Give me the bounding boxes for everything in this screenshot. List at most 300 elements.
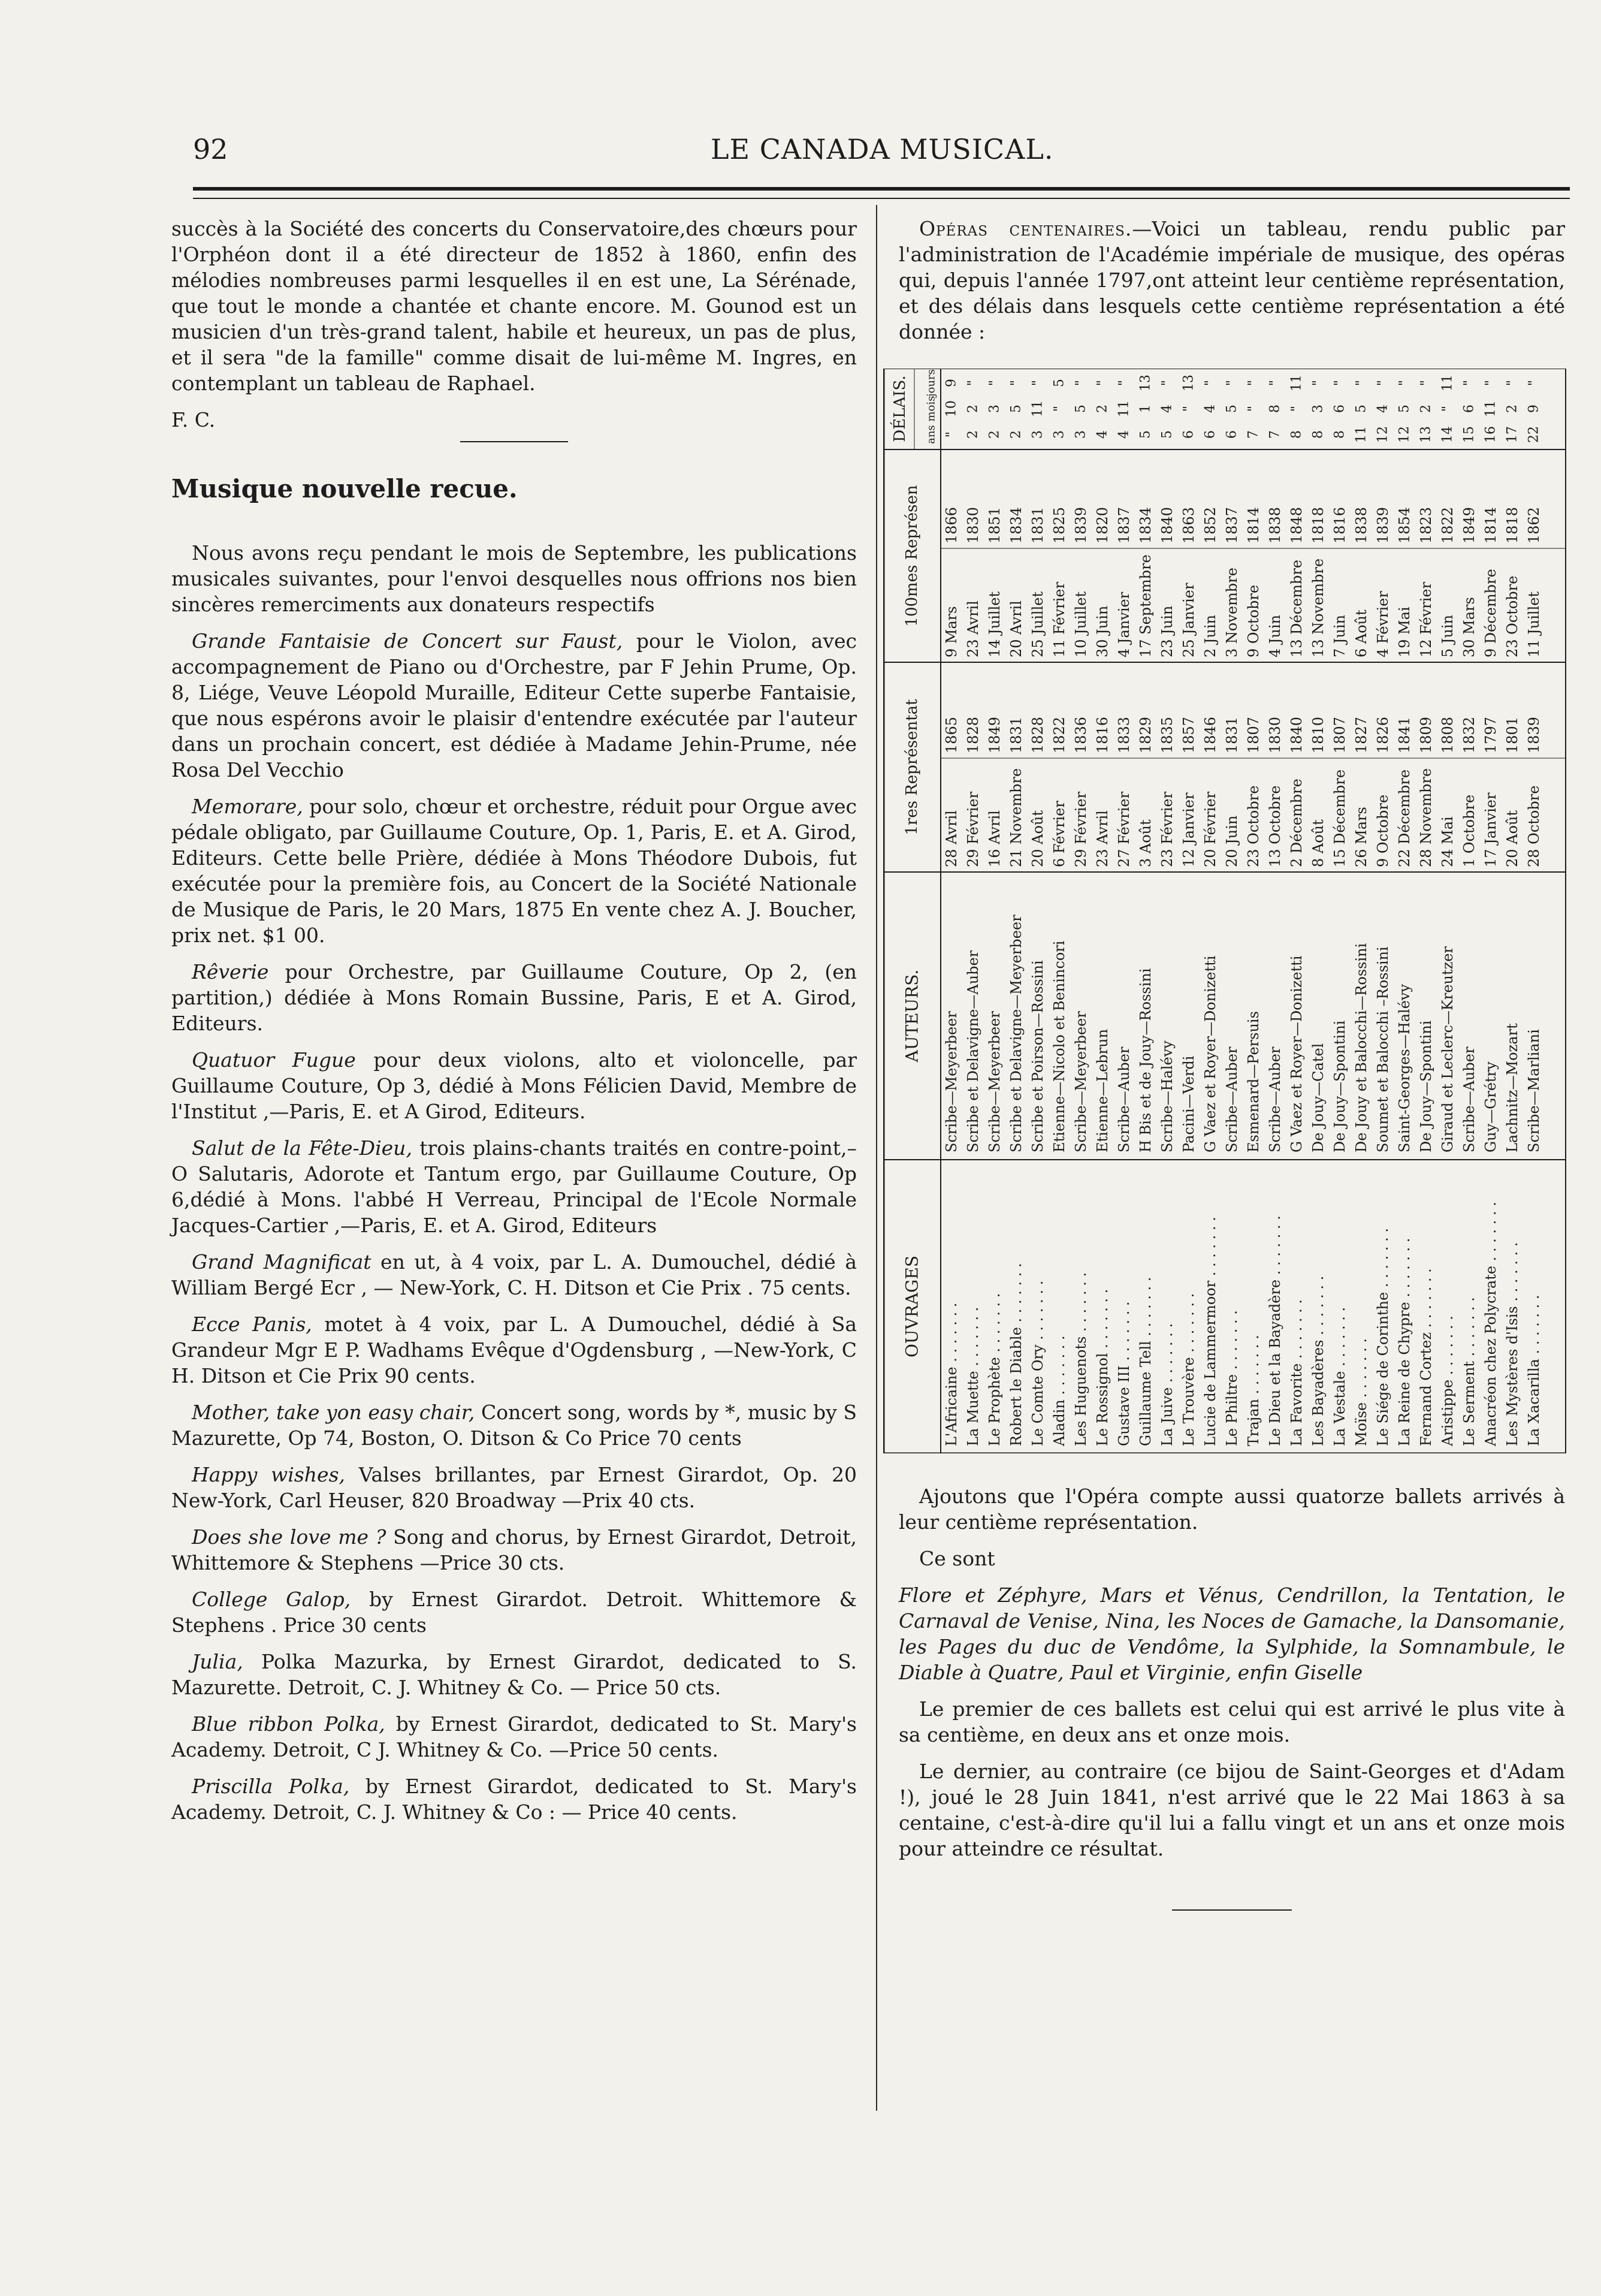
row-premiere: 15 Décembre [1331,769,1348,867]
row-jours: " [1461,379,1477,387]
row-premiere: 12 Janvier [1180,792,1197,867]
row-centieme: 9 Mars [943,606,960,657]
row-jours: " [965,379,981,387]
row-premiere-year: 1846 [1202,716,1219,753]
publication-title: College Galop, [192,1588,351,1611]
row-centieme-year: 1838 [1267,506,1283,544]
row-auteur: De Jouy—Catel [1310,1043,1327,1152]
row-premiere: 23 Avril [1094,810,1111,867]
row-premiere: 8 Août [1310,819,1327,867]
row-mois: 4 [1203,405,1218,413]
row-premiere-year: 1809 [1418,716,1434,753]
publication-entry [171,1249,857,1301]
row-ans: 22 [1526,426,1542,443]
row-premiere: 3 Août [1137,819,1154,867]
row-premiere-year: 1841 [1396,716,1413,753]
row-premiere-year: 1849 [986,716,1003,753]
row-ouvrage: Les Mystères d'Isis . . . . . . . [1504,1242,1521,1446]
publication-title: Memorare, [192,795,303,818]
publication-title: Grand Magnificat [192,1250,371,1274]
row-premiere-year: 1810 [1310,716,1327,753]
row-auteur: De Jouy et Balocchi—Rossini [1353,943,1370,1152]
publication-details: pour deux violons, alto et violoncelle, par Guillaume Couture, Op 3, dédié à Mons Félicien David, Membre de l'Institut ,—Paris, E. et A Girod, Editeurs. [171,1048,857,1123]
row-mois: 4 [1375,405,1391,413]
publication-title: Ecce Panis, [192,1313,312,1336]
row-centieme: 25 Janvier [1180,583,1197,657]
row-premiere-year: 1831 [1224,716,1240,753]
row-centieme-year: 1862 [1526,506,1542,544]
row-auteur: Etienne—Nicolo et Benincori [1051,940,1068,1152]
row-centieme-year: 1851 [986,506,1003,544]
row-auteur: Scribe—Auber [1267,1046,1283,1152]
row-jours: " [987,379,1002,387]
header-mois: mois [925,396,938,422]
row-premiere: 21 Novembre [1008,768,1025,867]
row-auteur: Soumet et Balocchi –Rossini [1375,946,1391,1152]
row-mois: 3 [987,405,1002,413]
header-premieres: 1res Représentat [903,699,921,835]
row-jours: " [1073,379,1089,387]
row-ans: 3 [1073,430,1089,439]
publication-details: en ut, à 4 voix, par L. A. Dumouchel, dédié à William Bergé Ecr , — New-York, C. H. Ditson et Cie Prix . 75 cents. [171,1250,857,1299]
row-ans: 7 [1246,430,1261,439]
row-centieme: 13 Décembre [1288,559,1305,657]
operas-table-graphic [883,369,1566,1453]
row-auteur: De Jouy—Spontini [1331,1020,1348,1152]
publications-intro: Nous avons reçu pendant le mois de Septembre, les publications musicales suivantes, pour l'envoi desquelles nous offrions nos bien sincères remerciments aux donateurs respectifs [171,541,857,616]
row-centieme: 7 Juin [1331,614,1348,657]
row-centieme: 6 Août [1353,610,1370,657]
row-centieme-year: 1831 [1029,506,1046,544]
row-centieme-year: 1830 [965,506,981,544]
row-auteur: Scribe—Meyerbeer [943,1011,960,1152]
journal-title: LE CANADA MUSICAL. [711,133,1054,165]
ballet-list: Flore et Zéphyre, Mars et Vénus, Cendrillon, la Tentation, le Carnaval de Venise, Nina, les Noces de Gamache, la Dansomanie, les Pages du duc de Vendôme, la Sylphide, la Somnambule, le Diable à Quatre, Paul et Virginie, enfin Giselle [899,1583,1565,1684]
first-ballet-paragraph: Le premier de ces ballets est celui qui est arrivé le plus vite à sa centième, en deux ans et onze mois. [899,1697,1565,1746]
row-mois: 11 [1483,400,1499,417]
row-ans: 2 [1008,430,1024,439]
publication-entry [171,1311,857,1389]
row-auteur: Esmenard—Persuis [1245,1011,1262,1152]
row-centieme-year: 1822 [1439,506,1456,544]
row-jours: 13 [1138,375,1153,391]
row-premiere: 23 Octobre [1245,785,1262,867]
row-premiere: 29 Février [965,791,981,867]
row-ans: 5 [1138,430,1153,439]
row-jours: " [1397,379,1412,387]
row-ouvrage: Le Prophète . . . . . . . [986,1293,1003,1446]
row-jours: " [1116,379,1132,387]
row-centieme-year: 1848 [1288,506,1305,544]
row-ans: 7 [1267,430,1283,439]
row-jours: 9 [944,379,959,387]
row-centieme-year: 1816 [1331,506,1348,544]
row-ouvrage: La Vestale . . . . . . . [1331,1307,1348,1446]
publication-entry [171,1649,857,1700]
row-auteur: G Vaez et Royer—Donizetti [1202,955,1219,1152]
section-title: Musique nouvelle recue. [171,474,518,503]
row-centieme: 23 Octobre [1504,575,1521,657]
row-ouvrage: L'Africaine . . . . . . . [943,1302,960,1446]
row-ans: 8 [1310,430,1326,439]
publication-list [171,628,857,1825]
row-centieme: 23 Avril [965,601,981,657]
row-jours: 11 [1289,375,1304,391]
row-ouvrage: Guillaume Tell . . . . . . . [1137,1277,1154,1446]
row-centieme: 4 Juin [1267,614,1283,657]
row-auteur: Scribe—Auber [1224,1046,1240,1152]
row-centieme: 30 Mars [1461,597,1478,657]
row-centieme: 3 Novembre [1224,568,1240,657]
row-mois: 8 [1267,405,1283,413]
row-ouvrage: Anacréon chez Polycrate . . . . . . . [1482,1202,1499,1446]
row-premiere-year: 1822 [1051,716,1068,753]
row-ans: 3 [1030,430,1046,439]
row-jours: " [1159,379,1175,387]
row-premiere-year: 1839 [1526,716,1542,753]
row-jours: " [1224,379,1240,387]
row-premiere: 2 Décembre [1288,779,1305,867]
row-ouvrage: Les Bayadères . . . . . . . [1310,1275,1327,1446]
row-centieme: 20 Avril [1008,601,1025,657]
publication-details: Song and chorus, by Ernest Girardot, Detroit, Whittemore & Stephens —Price 30 cts. [171,1525,857,1574]
end-divider [1172,1909,1292,1911]
row-ouvrage: Le Rossignol . . . . . . . [1094,1289,1111,1446]
row-mois: 9 [1526,405,1542,413]
row-mois: 11 [1030,400,1046,417]
row-premiere-year: 1831 [1008,716,1025,753]
row-jours: 13 [1181,375,1197,391]
row-ans: 13 [1418,426,1434,443]
publication-title: Salut de la Fête-Dieu, [192,1136,412,1160]
row-auteur: Lachnitz—Mozart [1504,1023,1521,1152]
row-auteur: Guy—Grétry [1482,1061,1499,1152]
row-ouvrage: Le Philtre . . . . . . . [1224,1310,1240,1446]
row-mois: 2 [1095,405,1110,413]
header-centiemes: 100mes Représen [903,485,921,627]
row-ouvrage: Le Dieu et la Bayadère . . . . . . . [1267,1215,1283,1446]
row-auteur: Scribe—Halévy [1159,1040,1176,1152]
row-mois: 5 [1224,405,1240,413]
row-centieme: 4 Février [1375,591,1391,657]
row-premiere-year: 1826 [1375,716,1391,753]
ballets-intro: Ajoutons que l'Opéra compte aussi quatorze ballets arrivés à leur centième représentation. [899,1485,1565,1534]
row-centieme-year: 1863 [1180,506,1197,544]
row-ouvrage: Gustave III . . . . . . . [1116,1301,1132,1446]
row-centieme: 12 Février [1418,581,1434,657]
row-centieme-year: 1837 [1224,506,1240,544]
row-centieme: 5 Juin [1439,614,1456,657]
row-ans: 14 [1440,426,1455,443]
row-ans: 11 [1354,426,1369,443]
row-ouvrage: La Reine de Chypre . . . . . . . [1396,1238,1413,1446]
row-mois: 5 [1354,405,1369,413]
right-column [891,216,1565,1911]
row-auteur: Giraud et Leclerc—Kreutzer [1439,946,1456,1152]
row-centieme: 17 Septembre [1137,554,1154,657]
row-premiere-year: 1830 [1267,716,1283,753]
row-mois: 4 [1159,405,1175,413]
row-ouvrage: La Muette . . . . . . . [965,1307,981,1446]
row-auteur: Scribe—Marliani [1526,1029,1542,1152]
row-centieme: 23 Juin [1159,605,1176,657]
row-jours: " [1505,379,1520,387]
publication-title: Rêverie [192,960,269,983]
row-ouvrage: Robert le Diable . . . . . . . [1008,1263,1025,1446]
row-centieme-year: 1818 [1310,506,1327,544]
row-ouvrage: Le Siége de Corinthe . . . . . . . [1375,1227,1391,1446]
publication-title: Grande Fantaisie de Concert sur Faust, [192,629,623,653]
row-mois: 2 [1505,405,1520,413]
row-ouvrage: Lucie de Lammermoor . . . . . . . [1202,1217,1219,1446]
row-premiere: 13 Octobre [1267,785,1283,867]
row-ans: 3 [1052,430,1067,439]
header-ans: ans [925,425,938,444]
row-jours: 5 [1052,379,1067,387]
publication-title: Priscilla Polka, [192,1775,350,1798]
signature: F. C. [171,408,216,432]
row-premiere: 20 Août [1029,810,1046,867]
row-auteur: Etienne—Lebrun [1094,1028,1111,1152]
row-jours: " [1203,379,1218,387]
row-auteur: Pacini—Verdi [1180,1055,1197,1152]
row-mois: " [1440,405,1455,412]
row-mois: 3 [1310,405,1326,413]
publication-details: pour Orchestre, par Guillaume Couture, Op 2, (en partition,) dédiée à Mons Romain Bussine, Paris, E et A. Girod, Editeurs. [171,960,857,1035]
row-premiere-year: 1832 [1461,716,1478,753]
row-ans: 6 [1203,430,1218,439]
row-premiere: 20 Août [1504,810,1521,867]
publication-entry [171,1586,857,1638]
publication-entry [171,1711,857,1763]
row-auteur: Saint-Georges—Halévy [1396,983,1413,1152]
row-jours: " [1310,379,1326,387]
row-centieme: 10 Juillet [1073,591,1089,657]
row-ouvrage: Moïse . . . . . . . [1353,1338,1370,1446]
row-mois: 5 [1397,405,1412,413]
row-premiere: 23 Février [1159,791,1176,867]
row-premiere-year: 1833 [1116,716,1132,753]
publication-details: Concert song, words by *, music by S Mazurette, Op 74, Boston, O. Ditson & Co Price 70 cents [171,1401,857,1450]
row-jours: " [1332,379,1348,387]
row-auteur: De Jouy—Spontini [1418,1020,1434,1152]
row-auteur: Scribe—Auber [1461,1046,1478,1152]
row-ans: 8 [1332,430,1348,439]
row-centieme-year: 1814 [1482,506,1499,544]
row-centieme-year: 1852 [1202,506,1219,544]
publication-entry [171,628,857,783]
row-mois: " [1246,405,1261,412]
row-premiere-year: 1857 [1180,716,1197,753]
publication-details: by Ernest Girardot, dedicated to St. Mary's Academy. Detroit, C. J. Whitney & Co : — Price 40 cents. [171,1775,857,1824]
operas-intro: —Voici un tableau, rendu public par l'administration de l'Académie impériale de musique, des opéras qui, depuis l'année 1797,ont atteint leur centième représentation, et des délais dans lesquels cette centième représentation a été donnée : [899,217,1565,343]
row-ans: 4 [1095,430,1110,439]
row-premiere: 24 Mai [1439,816,1456,867]
row-ans: 6 [1224,430,1240,439]
row-centieme-year: 1838 [1353,506,1370,544]
publication-title: Quatuor Fugue [192,1048,356,1072]
row-centieme-year: 1834 [1008,506,1025,544]
row-auteur: Scribe et Delavigne—Auber [965,950,981,1152]
row-premiere: 28 Novembre [1418,768,1434,867]
row-premiere-year: 1807 [1245,716,1262,753]
row-centieme: 9 Décembre [1482,569,1499,657]
publication-details: by Ernest Girardot. Detroit. Whittemore & Stephens . Price 30 cents [171,1588,857,1637]
row-premiere-year: 1828 [1029,716,1046,753]
row-premiere: 6 Février [1051,801,1068,867]
operas-table [883,369,1566,1453]
row-centieme-year: 1840 [1159,506,1176,544]
row-centieme-year: 1820 [1094,506,1111,544]
row-centieme: 14 Juillet [986,591,1003,657]
row-jours: " [1526,379,1542,387]
row-jours: " [1483,379,1499,387]
row-ans: " [944,431,959,438]
row-ouvrage: La Xacarilla . . . . . . . [1526,1295,1542,1446]
row-mois: 10 [944,400,959,417]
publication-title: Happy wishes, [192,1463,345,1486]
header-delais: DÉLAIS. [891,375,909,442]
publication-entry [171,1047,857,1124]
row-centieme: 11 Février [1051,581,1068,657]
row-ans: 12 [1375,426,1391,443]
row-centieme: 4 Janvier [1116,592,1132,657]
row-centieme-year: 1814 [1245,506,1262,544]
row-jours: " [1095,379,1110,387]
row-mois: " [1052,405,1067,412]
row-centieme-year: 1839 [1375,506,1391,544]
row-jours: " [1008,379,1024,387]
last-ballet-paragraph: Le dernier, au contraire (ce bijou de Saint-Georges et d'Adam !), joué le 28 Juin 1841, n'est arrivé que le 22 Mai 1863 à sa centaine, c'est-à-dire qu'il lui a fallu vingt et un ans et onze mois pour atteindre ce résultat. [899,1760,1565,1860]
publication-title: Does she love me ? [192,1525,386,1549]
publication-title: Blue ribbon Polka, [192,1712,385,1736]
row-ouvrage: La Juive . . . . . . . [1159,1323,1176,1446]
row-centieme-year: 1834 [1137,506,1154,544]
row-mois: 6 [1332,405,1348,413]
row-premiere: 20 Juin [1224,815,1240,867]
row-premiere: 28 Octobre [1526,785,1542,867]
row-ouvrage: Le Comte Ory . . . . . . . [1029,1280,1046,1446]
row-premiere: 28 Avril [943,810,960,867]
divider [460,441,568,442]
row-ouvrage: Les Huguenots . . . . . . . [1073,1272,1089,1446]
publication-entry [171,794,857,948]
row-jours: " [1267,379,1283,387]
publication-details: pour le Violon, avec accompagnement de Piano ou d'Orchestre, par F Jehin Prume, Op. 8, Liége, Veuve Léopold Muraille, Editeur Cette superbe Fantaisie, que nous espérons avoir le plaisir d'entendre exécutée par l'auteur dans un prochain concert, est dédiée à Madame Jehin-Prume, née Rosa Del Vecchio [171,629,857,782]
operas-intro-paragraph [899,216,1565,345]
row-premiere-year: 1797 [1482,716,1499,753]
row-premiere-year: 1816 [1094,716,1111,753]
row-centieme-year: 1866 [943,506,960,544]
row-centieme: 30 Juin [1094,605,1111,657]
row-centieme: 19 Mai [1396,607,1413,657]
publication-details: motet à 4 voix, par L. A Dumouchel, dédié à Sa Grandeur Mgr E P. Wadhams Evêque d'Ogdensburg , —New-York, C H. Ditson et Cie Prix 90 cents. [171,1313,857,1387]
row-jours: " [1030,379,1046,387]
row-mois: 6 [1461,405,1477,413]
row-premiere-year: 1840 [1288,716,1305,753]
row-ouvrage: Le Serment . . . . . . . [1461,1297,1478,1446]
row-centieme-year: 1854 [1396,506,1413,544]
row-ouvrage: Trajan . . . . . . . [1245,1335,1262,1446]
row-mois: 1 [1138,405,1153,413]
row-mois: " [1181,405,1197,412]
row-premiere-year: 1865 [943,716,960,753]
row-auteur: H Bis et de Jouy—Rossini [1137,968,1154,1152]
row-ouvrage: Le Trouvère . . . . . . . [1180,1293,1197,1446]
row-mois: 11 [1116,400,1132,417]
row-centieme-year: 1849 [1461,506,1478,544]
publication-details: trois plains-chants traités en contre-point,– O Salutaris, Adorote et Tantum ergo, par Guillaume Couture, Op 6,dédié à Mons. l'abbé H Verreau, Principal de l'Ecole Normale Jacques-Cartier ,—Paris, E. et A. Girod, Editeurs [171,1136,857,1237]
row-ans: 17 [1505,426,1520,443]
row-centieme-year: 1837 [1116,506,1132,544]
row-centieme-year: 1839 [1073,506,1089,544]
row-premiere-year: 1835 [1159,716,1176,753]
publication-entry [171,1524,857,1576]
row-premiere: 16 Avril [986,810,1003,867]
row-premiere: 29 Février [1073,791,1089,867]
row-jours: " [1418,379,1434,387]
row-auteur: Scribe—Meyerbeer [986,1011,1003,1152]
row-premiere: 1 Octobre [1461,794,1478,867]
column-separator [876,205,877,2111]
row-premiere-year: 1828 [965,716,981,753]
row-centieme: 13 Novembre [1310,558,1327,657]
row-centieme: 9 Octobre [1245,584,1262,657]
row-premiere: 17 Janvier [1482,792,1499,867]
row-centieme-year: 1823 [1418,506,1434,544]
row-ouvrage: Aristippe . . . . . . . [1439,1316,1456,1446]
row-premiere: 26 Mars [1353,807,1370,867]
publication-entry [171,1773,857,1825]
row-jours: " [1354,379,1369,387]
publication-entry [171,1399,857,1451]
publication-details: Valses brillantes, par Ernest Girardot, Op. 20 New-York, Carl Heuser, 820 Broadway —Prix 40 cts. [171,1463,857,1512]
row-premiere-year: 1827 [1353,716,1370,753]
page-number: 92 [193,133,228,165]
operas-label: Opéras centenaires. [919,217,1132,240]
header-ouvrages: OUVRAGES [902,1255,922,1358]
left-column [171,216,857,1836]
row-ouvrage: Fernand Cortez . . . . . . . [1418,1268,1434,1446]
row-ouvrage: Aladin . . . . . . . [1051,1335,1068,1446]
row-centieme: 2 Juin [1202,614,1219,657]
row-ans: 2 [965,430,981,439]
publication-entry [171,1135,857,1238]
row-auteur: Scribe—Meyerbeer [1073,1011,1089,1152]
row-premiere: 9 Octobre [1375,794,1391,867]
row-premiere-year: 1836 [1073,716,1089,753]
row-premiere-year: 1808 [1439,716,1456,753]
row-ans: 12 [1397,426,1412,443]
row-premiere-year: 1829 [1137,716,1154,753]
row-ans: 16 [1483,426,1499,443]
row-centieme-year: 1818 [1504,506,1521,544]
row-mois: 5 [1008,405,1024,413]
publication-details: pour solo, chœur et orchestre, réduit pour Orgue avec pédale obligato, par Guillaume Couture, Op. 1, Paris, E. et A. Girod, Editeurs. Cette belle Prière, dédiée à Mons Théodore Dubois, fut exécutée pour la première fois, au Concert de la Société Nationale de Musique de Paris, le 20 Mars, 1875 En vente chez A. J. Boucher, prix net. $1 00. [171,795,857,947]
row-jours: " [1375,379,1391,387]
row-centieme-year: 1825 [1051,506,1068,544]
row-auteur: Scribe et Delavigne—Meyerbeer [1008,915,1025,1152]
row-mois: 2 [965,405,981,413]
row-auteur: G Vaez et Royer—Donizetti [1288,955,1305,1152]
publication-entry [171,1462,857,1513]
row-ans: 6 [1181,430,1197,439]
publication-details: Polka Mazurka, by Ernest Girardot, dedicated to S. Mazurette. Detroit, C. J. Whitney & Co. — Price 50 cts. [171,1650,857,1699]
row-auteur: Scribe et Poirson—Rossini [1029,960,1046,1152]
ce-sont: Ce sont [919,1547,995,1570]
row-ans: 4 [1116,430,1132,439]
publication-details: by Ernest Girardot, dedicated to St. Mary's Academy. Detroit, C J. Whitney & Co. —Price 50 cents. [171,1712,857,1761]
